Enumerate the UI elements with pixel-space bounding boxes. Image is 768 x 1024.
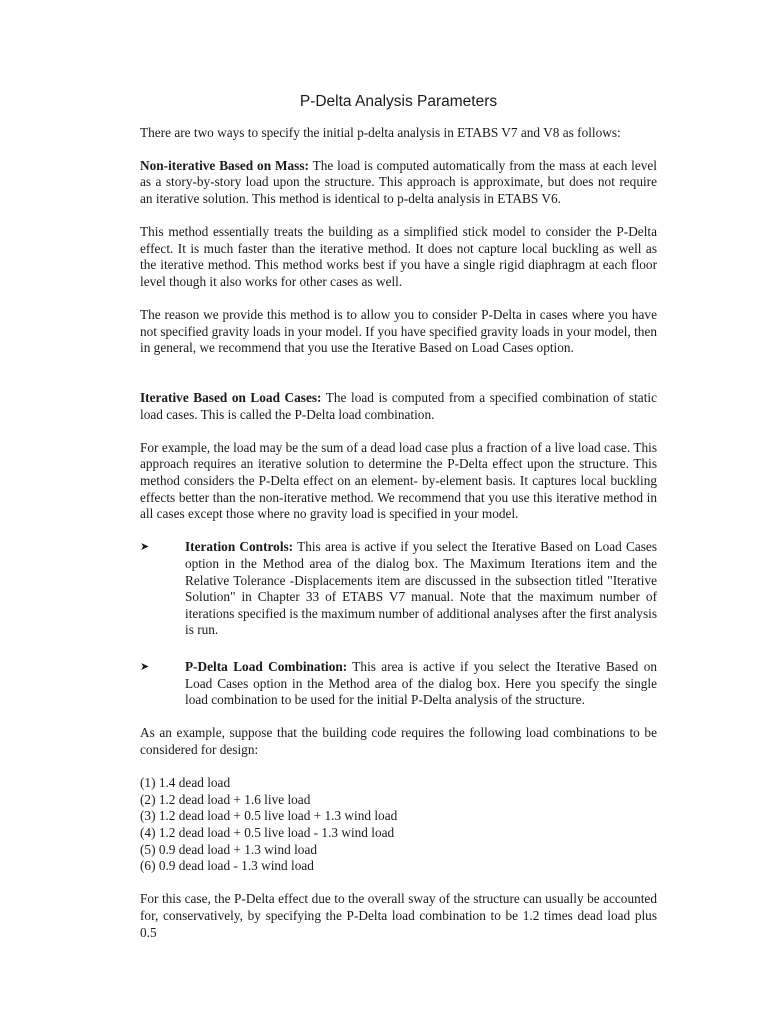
code-paragraph: As an example, suppose that the building code requires the following load combinations to be considered for design: <box>140 725 657 757</box>
list-item-pdelta-load-combination <box>140 659 657 709</box>
spacer <box>140 374 657 391</box>
non-iterative-heading: Non-iterative Based on Mass: <box>140 157 309 173</box>
intro-paragraph: There are two ways to specify the initial p-delta analysis in ETABS V7 and V8 as follows: <box>140 124 621 140</box>
list-item: (5) 0.9 dead load + 1.3 wind load <box>140 841 317 857</box>
load-combination-list <box>140 775 657 875</box>
list-item: (2) 1.2 dead load + 1.6 live load <box>140 791 311 807</box>
non-iterative-paragraph <box>140 158 657 208</box>
page-title: P-Delta Analysis Parameters <box>299 93 498 110</box>
arrow-bullet-icon: ➤ <box>140 541 150 554</box>
iterative-paragraph <box>140 390 657 423</box>
example-paragraph: For example, the load may be the sum of a dead load case plus a fraction of a live load case. This approach requires an iterative solution to determine the P-Delta effect upon the structure. This method considers the P-Delta effect on an element- by-element basis. It captures local buckling effects better than the non-iterative method. We recommend that you use this iterative method in all cases except those where no gravity load is specified in your model. <box>140 439 657 522</box>
bullet-text: This area is active if you select the Iterative Based on Load Cases option in the Method area of the dialog box. The Maximum Iterations item and the Relative Tolerance -Displacements item are discussed in the subsection titled "Iterative Solution" in Chapter 33 of ETABS V7 manual. Note that the maximum number of iterations specified is the maximum number of additional analyses after the first analysis is run. <box>185 539 657 638</box>
arrow-bullet-icon: ➤ <box>140 661 150 673</box>
non-iterative-text: The load is computed automatically from the mass at each level as a story-by-story load upon the structure. This approach is approximate, but does not require an iterative solution. This method is identical to p-delta analysis in ETABS V6. <box>140 157 657 206</box>
bullet-list <box>140 539 657 708</box>
list-item: (6) 0.9 dead load - 1.3 wind load <box>140 858 314 874</box>
list-item: (4) 1.2 dead load + 0.5 live load - 1.3 wind load <box>140 824 395 840</box>
list-item: (3) 1.2 dead load + 0.5 live load + 1.3 wind load <box>140 808 398 824</box>
document-page <box>140 86 657 958</box>
list-item: (1) 1.4 dead load <box>140 775 231 791</box>
iterative-heading: Iterative Based on Load Cases: <box>140 390 322 406</box>
iterative-text: The load is computed from a specified combination of static load cases. This is called the P-Delta load combination. <box>140 390 657 422</box>
final-paragraph: For this case, the P-Delta effect due to the overall sway of the structure can usually be accounted for, conservatively, by specifying the P-Delta load combination to be 1.2 times dead load plus 0.5 <box>140 891 657 940</box>
list-item-iteration-controls <box>140 539 657 639</box>
bullet-heading: Iteration Controls: <box>185 539 294 555</box>
bullet-heading: P-Delta Load Combination: <box>185 659 348 674</box>
bullet-text: This area is active if you select the Iterative Based on Load Cases option in the Method area of the dialog box. Here you specify the single load combination to be used for the initial P-Delta analysis of the structure. <box>185 659 657 708</box>
reason-paragraph: The reason we provide this method is to allow you to consider P-Delta in cases where you have not specified gravity loads in your model. If you have specified gravity loads in your model, then in general, we recommend that you use the Iterative Based on Load Cases option. <box>140 307 657 356</box>
stick-model-paragraph: This method essentially treats the building as a simplified stick model to consider the P-Delta effect. It is much faster than the iterative method. It does not capture local buckling as well as the iterative method. This method works best if you have a single rigid diaphragm at each floor level though it also works for other cases as well. <box>140 224 657 289</box>
